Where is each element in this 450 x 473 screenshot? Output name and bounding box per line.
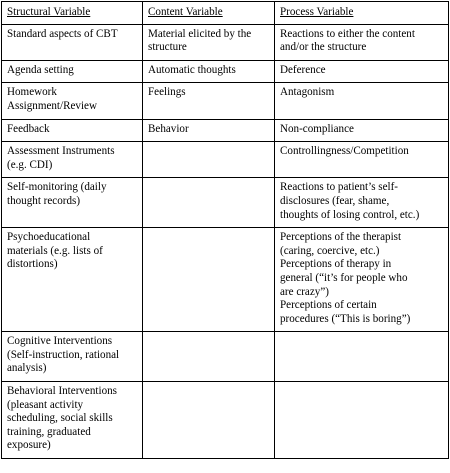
table-row — [2, 382, 449, 459]
structural-cell — [2, 332, 143, 382]
structural-cell — [2, 60, 143, 83]
cell-text-line: thought records) — [7, 194, 81, 207]
cell-text-line: and/or the structure — [280, 41, 367, 54]
content-cell — [143, 332, 275, 382]
cell-text-line: training, graduated — [7, 425, 91, 438]
table-row — [2, 60, 449, 83]
cell-text-line: Non-compliance — [280, 122, 354, 135]
cell-text-line: Assessment Instruments — [7, 145, 115, 158]
cell-text-line: Agenda setting — [7, 63, 74, 76]
content-cell — [143, 83, 275, 119]
cell-text-line: Behavioral Interventions — [7, 385, 117, 398]
variables-table — [1, 1, 449, 459]
structural-cell — [2, 83, 143, 119]
document-page — [1, 1, 449, 459]
cell-text-line: Feedback — [7, 122, 50, 135]
cell-text-line: disclosures (fear, shame, — [280, 194, 390, 207]
cell-text-line: Automatic thoughts — [148, 63, 236, 76]
process-cell — [275, 332, 449, 382]
cell-text-line: Perceptions of certain — [280, 299, 377, 312]
cell-text-line: Reactions to patient’s self- — [280, 181, 398, 194]
cell-text-line: (pleasant activity — [7, 398, 84, 411]
cell-text-line: Assignment/Review — [7, 99, 97, 112]
content-cell — [143, 178, 275, 228]
cell-text-line: Feelings — [148, 86, 186, 99]
cell-text-line: Behavior — [148, 122, 189, 135]
cell-text-line: Antagonism — [280, 86, 335, 99]
table-row — [2, 332, 449, 382]
table-row — [2, 24, 449, 60]
process-cell — [275, 24, 449, 60]
cell-text-line: Reactions to either the content — [280, 27, 415, 40]
process-cell — [275, 119, 449, 142]
content-cell — [143, 119, 275, 142]
structural-variable-header: Structural Variable — [2, 2, 143, 25]
cell-text-line: Deference — [280, 63, 326, 76]
cell-text-line: thoughts of losing control, etc.) — [280, 208, 420, 221]
header-row — [2, 2, 449, 25]
cell-text-line: Perceptions of the therapist — [280, 231, 402, 244]
cell-text-line: exposure) — [7, 439, 51, 452]
table-row — [2, 142, 449, 178]
cell-text-line: Psychoeducational — [7, 231, 91, 244]
cell-text-line: Perceptions of therapy in — [280, 258, 392, 271]
process-variable-header: Process Variable — [275, 2, 449, 25]
cell-text-line: materials (e.g. lists of — [7, 244, 103, 257]
cell-text-line: scheduling, social skills — [7, 412, 113, 425]
cell-text-line: analysis) — [7, 362, 47, 375]
process-cell — [275, 83, 449, 119]
content-cell — [143, 60, 275, 83]
cell-text-line: Homework — [7, 86, 57, 99]
table-row — [2, 119, 449, 142]
cell-text-line: Standard aspects of CBT — [7, 27, 118, 40]
process-cell — [275, 382, 449, 459]
structural-cell — [2, 142, 143, 178]
content-cell — [143, 228, 275, 332]
structural-cell — [2, 228, 143, 332]
cell-text-line: (Self-instruction, rational — [7, 348, 120, 361]
process-cell — [275, 142, 449, 178]
table-row — [2, 228, 449, 332]
cell-text-line: Cognitive Interventions — [7, 335, 113, 348]
content-variable-header: Content Variable — [143, 2, 275, 25]
cell-text-line: (e.g. CDI) — [7, 158, 53, 171]
table-body — [2, 24, 449, 458]
cell-text-line: Material elicited by the — [148, 27, 252, 40]
content-cell — [143, 382, 275, 459]
cell-text-line: distortions) — [7, 258, 58, 271]
structural-cell — [2, 24, 143, 60]
process-cell — [275, 60, 449, 83]
cell-text-line: (caring, coercive, etc.) — [280, 244, 380, 257]
table-row — [2, 178, 449, 228]
structural-cell — [2, 382, 143, 459]
cell-text-line: structure — [148, 41, 187, 54]
process-cell — [275, 228, 449, 332]
structural-cell — [2, 178, 143, 228]
cell-text-line: Self-monitoring (daily — [7, 181, 107, 194]
table-row — [2, 83, 449, 119]
process-cell — [275, 178, 449, 228]
content-cell — [143, 24, 275, 60]
content-cell — [143, 142, 275, 178]
cell-text-line: Controllingness/Competition — [280, 145, 409, 158]
cell-text-line: general (“it’s for people who — [280, 271, 408, 284]
cell-text-line: are crazy”) — [280, 285, 329, 298]
structural-cell — [2, 119, 143, 142]
cell-text-line: procedures (“This is boring”) — [280, 312, 411, 325]
